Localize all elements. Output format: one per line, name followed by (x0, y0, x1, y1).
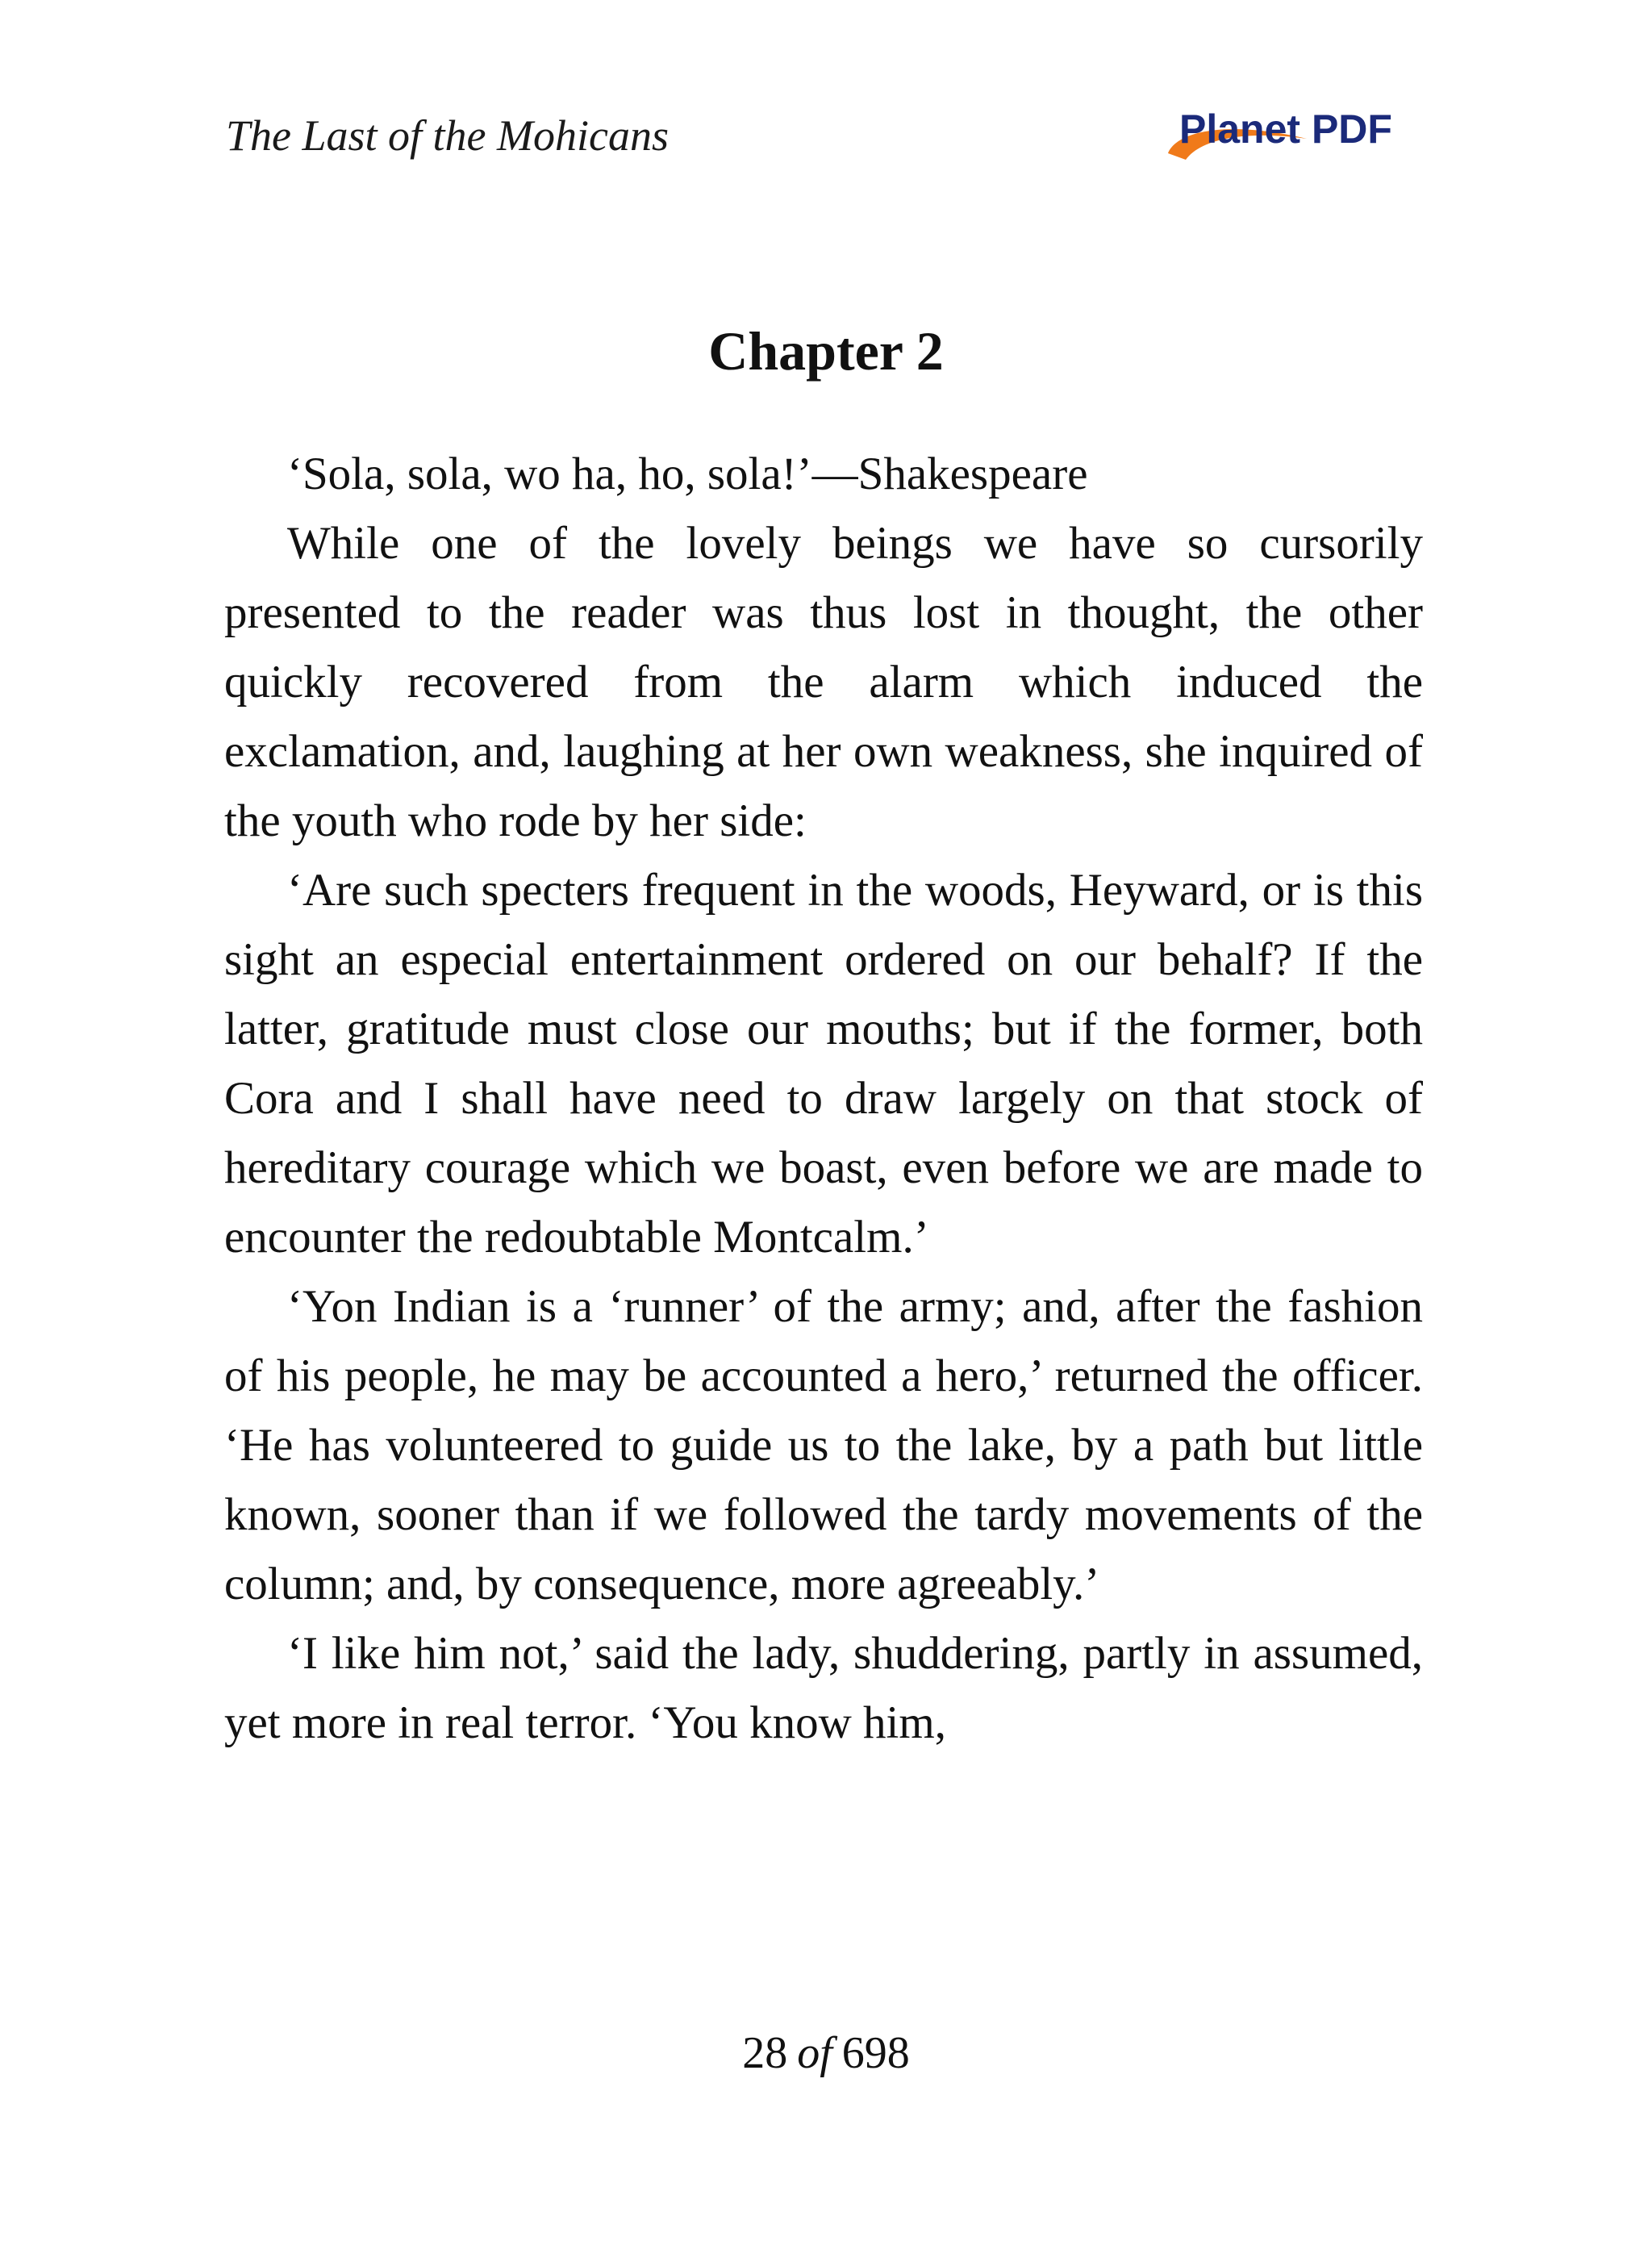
page-of: of (797, 2028, 832, 2078)
paragraph: While one of the lovely beings we have so cursorily presented to the reader was thus lost in thought, the other quickly recovered from the alarm which induced the exclamation, and, laughing at her own weakness, she inquired of the youth who rode by her side: (224, 518, 1423, 846)
chapter-heading: Chapter 2 (708, 320, 944, 382)
paragraph: ‘I like him not,’ said the lady, shuddering, partly in assumed, yet more in real terror. ‘You know him, (224, 1628, 1423, 1748)
page-number (0, 2021, 1652, 2085)
paragraph: ‘Yon Indian is a ‘runner’ of the army; and, after the fashion of his people, he may be accounted a hero,’ returned the officer. ‘He has volunteered to guide us to the lake, by a path but little known, sooner than if we followed the tardy movements of the column; and, by consequence, more agreeably.’ (224, 1281, 1423, 1609)
logo-text: Planet PDF (1179, 106, 1392, 152)
page-current: 28 (742, 2028, 788, 2078)
page-total: 698 (841, 2028, 910, 2078)
paragraph: ‘Are such specters frequent in the woods, Heyward, or is this sight an especial entertainment ordered on our behalf? If the latter, gratitude must close our mouths; but if the former, both Cora and I shall have need to draw largely on that stock of hereditary courage which we boast, even before we are made to encounter the redoubtable Montcalm.’ (224, 865, 1423, 1263)
epigraph: ‘Sola, sola, wo ha, ho, sola!’—Shakespeare (287, 449, 1088, 499)
book-title: The Last of the Mohicans (226, 111, 669, 160)
planet-pdf-logo (1162, 97, 1428, 169)
chapter-body (224, 440, 1423, 1916)
